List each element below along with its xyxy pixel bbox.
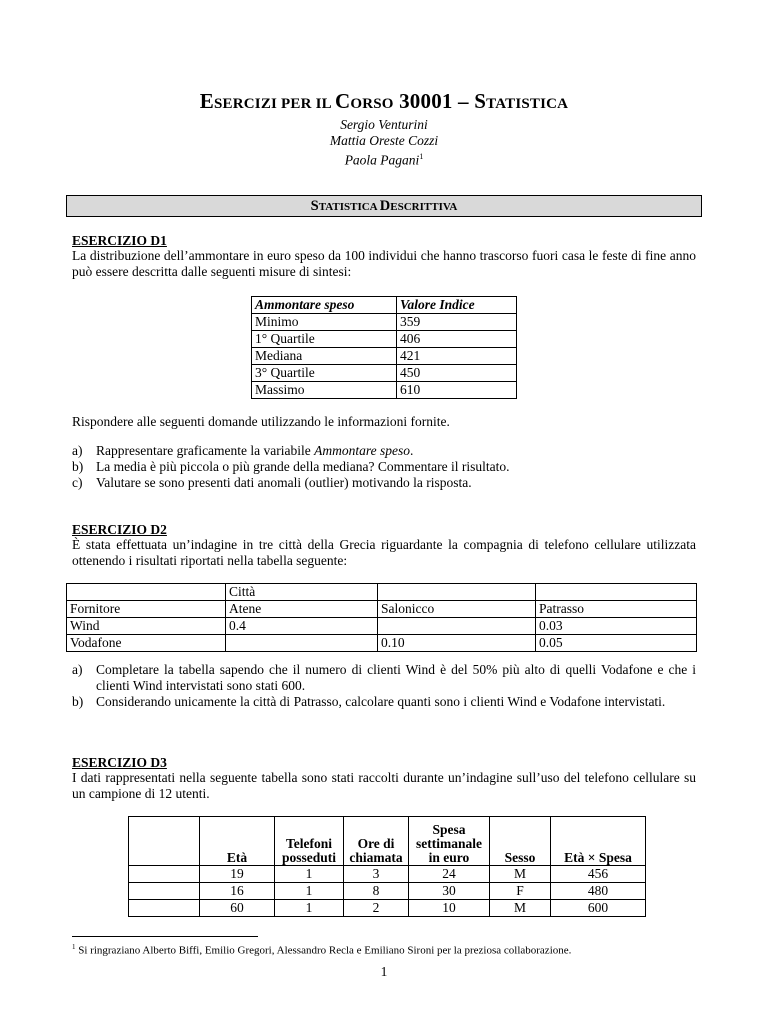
table-cell: Città — [226, 584, 378, 601]
table-cell: 10 — [409, 900, 490, 917]
table-cell — [129, 900, 200, 917]
d3-data-table — [128, 816, 646, 917]
table-cell: Vodafone — [67, 635, 226, 652]
table-cell: 19 — [200, 866, 275, 883]
table-header-cell: Sesso — [490, 817, 551, 866]
table-cell: Fornitore — [67, 601, 226, 618]
table-cell — [129, 866, 200, 883]
exercise-d3-intro: I dati rappresentati nella seguente tabella sono stati raccolti durante un’indagine sull’uso del telefono cellulare su un campione di 12 utenti. — [72, 770, 696, 801]
table-cell: Atene — [226, 601, 378, 618]
list-item: c) Valutare se sono presenti dati anomali (outlier) motivando la risposta. — [72, 475, 472, 490]
table-cell: 16 — [200, 883, 275, 900]
table-cell: Wind — [67, 618, 226, 635]
d1-summary-table — [251, 296, 517, 399]
table-cell: 0.4 — [226, 618, 378, 635]
table-cell — [129, 883, 200, 900]
table-header-row — [252, 297, 517, 314]
table-row — [67, 635, 697, 652]
page-number: 1 — [380, 964, 388, 979]
table-header-cell — [129, 817, 200, 866]
exercise-d2-intro: È stata effettuata un’indagine in tre città della Grecia riguardante la compagnia di telefono cellulare utilizzata ottenendo i risultati riportati nella tabella seguente: — [72, 537, 696, 568]
table-header-cell: Valore Indice — [397, 297, 517, 314]
table-cell: F — [490, 883, 551, 900]
author-2: Mattia Oreste Cozzi — [329, 133, 439, 148]
table-cell: 8 — [344, 883, 409, 900]
exercise-d1-intro: La distribuzione dell’ammontare in euro speso da 100 individui che hanno trascorso fuori casa le feste di fine anno può essere descritta dalle seguenti misure di sintesi: — [72, 248, 696, 279]
table-cell: 450 — [397, 365, 517, 382]
table-cell: M — [490, 900, 551, 917]
list-item: a) Rappresentare graficamente la variabile Ammontare speso. — [72, 443, 414, 458]
d1-question-list — [72, 443, 696, 491]
footnote-divider — [72, 936, 258, 937]
title-block — [0, 88, 768, 169]
table-row — [67, 618, 697, 635]
author-1: Sergio Venturini — [340, 117, 428, 132]
table-row — [67, 601, 697, 618]
list-item: a) Completare la tabella sapendo che il numero di clienti Wind è del 50% più alto di quelli Vodafone e che i clienti Wind intervistati sono stati 600. — [72, 662, 696, 693]
table-header-cell: Ammontare speso — [252, 297, 397, 314]
author-3: Paola Pagani$^1$ — [344, 152, 424, 168]
table-cell: Mediana — [252, 348, 397, 365]
footnote: $^1$ Si ringraziano Alberto Biffi, Emilio Gregori, Alessandro Recla e Emiliano Sironi per la preziosa collaborazione. — [72, 943, 572, 957]
table-cell: Salonicco — [378, 601, 536, 618]
table-cell: 3 — [344, 866, 409, 883]
table-header-cell: Età × Spesa — [551, 817, 646, 866]
table-row — [252, 348, 517, 365]
table-cell: 30 — [409, 883, 490, 900]
table-header-cell: Età — [200, 817, 275, 866]
table-row — [129, 900, 646, 917]
table-cell: 0.05 — [536, 635, 697, 652]
section-heading: STATISTICA DESCRITTIVA — [66, 195, 702, 217]
list-item: b) La media è più piccola o più grande della mediana? Commentare il risultato. — [72, 459, 510, 474]
table-cell: 600 — [551, 900, 646, 917]
table-cell: M — [490, 866, 551, 883]
table-row — [129, 883, 646, 900]
table-cell: 0.10 — [378, 635, 536, 652]
table-cell: Massimo — [252, 382, 397, 399]
table-cell: 406 — [397, 331, 517, 348]
table-row — [252, 382, 517, 399]
table-row — [67, 584, 697, 601]
footnote-ref[interactable]: 1 — [419, 152, 424, 161]
table-cell — [378, 618, 536, 635]
table-cell: 1 — [275, 866, 344, 883]
table-header-cell: Ore di chiamata — [344, 817, 409, 866]
page-title: ESERCIZI PER IL CORSO 30001 – STATISTICA — [199, 89, 569, 113]
table-row — [252, 331, 517, 348]
table-cell: 421 — [397, 348, 517, 365]
table-cell: 610 — [397, 382, 517, 399]
table-cell: 60 — [200, 900, 275, 917]
d1-instruction: Rispondere alle seguenti domande utilizzando le informazioni fornite. — [72, 414, 450, 429]
table-row — [252, 365, 517, 382]
d2-question-list — [72, 662, 696, 710]
table-cell: 2 — [344, 900, 409, 917]
table-cell — [536, 584, 697, 601]
table-row — [129, 866, 646, 883]
table-header-cell: Spesa settimanale in euro — [409, 817, 490, 866]
table-header-row — [129, 817, 646, 866]
table-row — [252, 314, 517, 331]
table-cell: 1 — [275, 900, 344, 917]
exercise-d3-heading: ESERCIZIO D3 — [72, 755, 167, 770]
table-cell — [226, 635, 378, 652]
table-cell: 480 — [551, 883, 646, 900]
table-cell: 359 — [397, 314, 517, 331]
table-cell: 1 — [275, 883, 344, 900]
exercise-d2-heading: ESERCIZIO D2 — [72, 522, 167, 537]
table-cell: 24 — [409, 866, 490, 883]
table-cell: 456 — [551, 866, 646, 883]
table-cell: 0.03 — [536, 618, 697, 635]
d2-provider-table — [66, 583, 697, 652]
table-header-cell: Telefoni posseduti — [275, 817, 344, 866]
table-cell: 1° Quartile — [252, 331, 397, 348]
table-cell — [378, 584, 536, 601]
table-cell: Minimo — [252, 314, 397, 331]
table-cell — [67, 584, 226, 601]
list-item: b) Considerando unicamente la città di Patrasso, calcolare quanti sono i clienti Wind e Vodafone intervistati. — [72, 694, 666, 709]
table-cell: Patrasso — [536, 601, 697, 618]
exercise-d1-heading: ESERCIZIO D1 — [72, 233, 167, 248]
table-cell: 3° Quartile — [252, 365, 397, 382]
